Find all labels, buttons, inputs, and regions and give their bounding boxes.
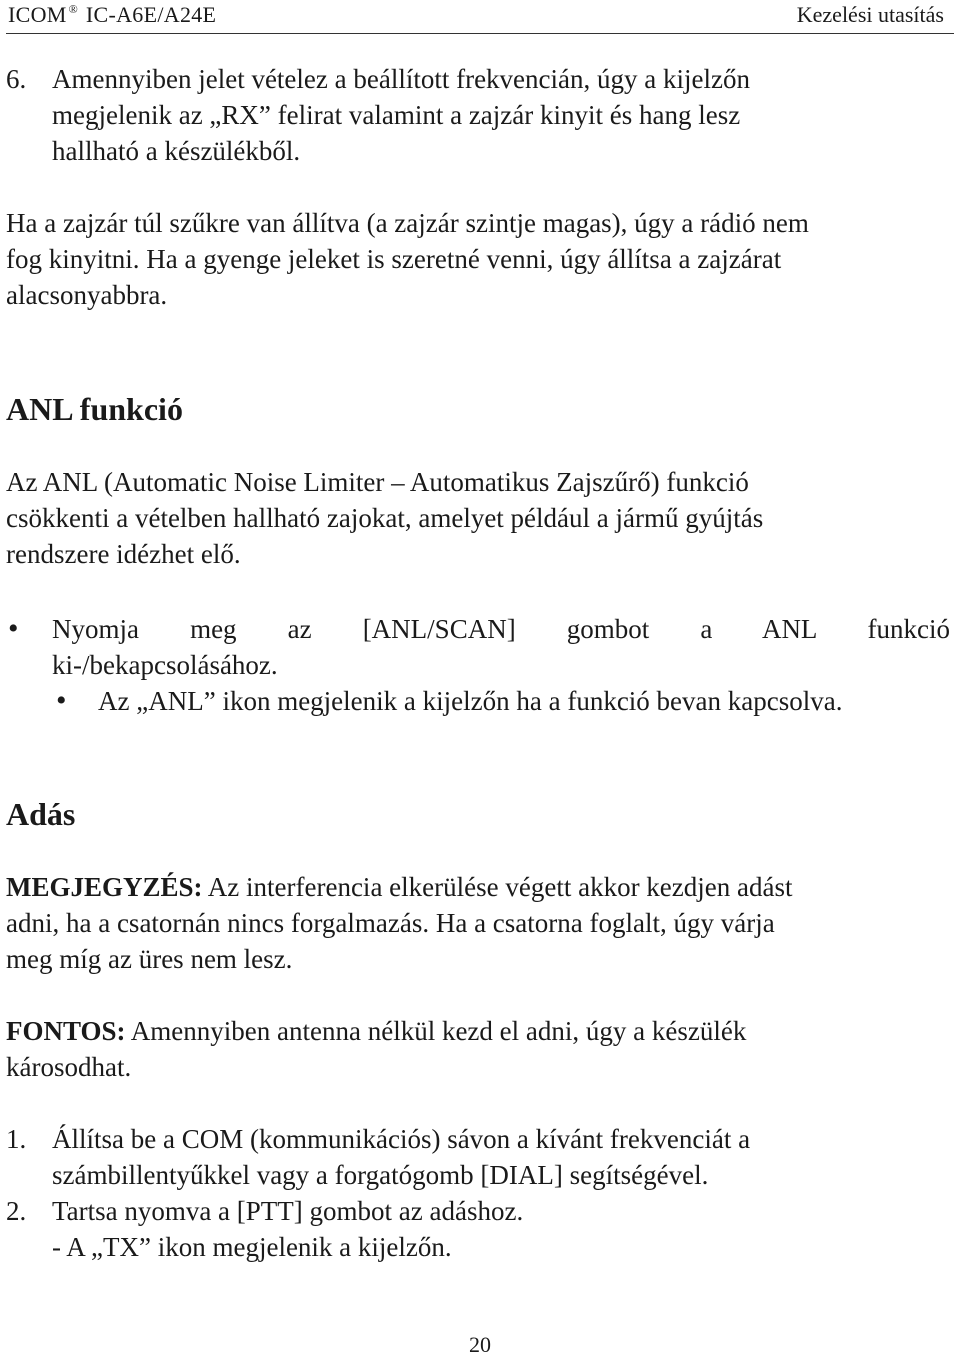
note-line-3: meg míg az üres nem lesz. <box>6 944 293 974</box>
step-6-line-1: Amennyiben jelet vételez a beállított frekvencián, úgy a kijelzőn <box>52 64 750 94</box>
anl-para-line-3: rendszere idézhet elő. <box>6 539 241 569</box>
anl-para-line-1: Az ANL (Automatic Noise Limiter – Automatikus Zajszűrő) funkció <box>6 467 749 497</box>
step-2-line-1: Tartsa nyomva a [PTT] gombot az adáshoz. <box>52 1196 524 1226</box>
header-model-name: IC-A6E/A24E <box>85 2 217 27</box>
anl-para-line-2: csökkenti a vételben hallható zajokat, amelyet például a jármű gyújtás <box>6 503 764 533</box>
anl-bullet-2: Az „ANL” ikon megjelenik a kijelzőn ha a funkció bevan kapcsolva. <box>98 686 843 716</box>
header-rule <box>6 33 954 34</box>
squelch-note-line-2: fog kinyitni. Ha a gyenge jeleket is szeretné venni, úgy állítsa a zajzárat <box>6 244 782 274</box>
adas-heading: Adás <box>6 796 76 832</box>
anl-bullet-1-line-1: Nyomja meg az [ANL/SCAN] gombot a ANL funkció <box>52 614 950 644</box>
bullet-icon: • <box>56 684 67 717</box>
important-line-1-text: Amennyiben antenna nélkül kezd el adni, úgy a készülék <box>125 1016 747 1046</box>
header-model <box>8 2 216 28</box>
important-line-1 <box>6 1013 746 1049</box>
step-2-number: 2. <box>6 1196 27 1226</box>
step-6-number: 6. <box>6 64 27 94</box>
step-2-line-2: - A „TX” ikon megjelenik a kijelzőn. <box>52 1232 452 1262</box>
note-label: MEGJEGYZÉS: <box>6 872 203 902</box>
header-doc-title: Kezelési utasítás <box>796 2 944 27</box>
page-number: 20 <box>469 1332 491 1357</box>
note-line-2: adni, ha a csatornán nincs forgalmazás. Ha a csatorna foglalt, úgy várja <box>6 908 775 938</box>
step-1-number: 1. <box>6 1124 27 1154</box>
important-line-2: károsodhat. <box>6 1052 132 1082</box>
step-6-line-3: hallható a készülékből. <box>52 136 301 166</box>
note-line-1-text: Az interferencia elkerülése végett akkor kezdjen adást <box>202 872 793 902</box>
step-1-line-1: Állítsa be a COM (kommunikációs) sávon a kívánt frekvenciát a <box>52 1124 751 1154</box>
note-line-1 <box>6 869 792 905</box>
squelch-note-line-1: Ha a zajzár túl szűkre van állítva (a zajzár szintje magas), úgy a rádió nem <box>6 208 809 238</box>
registered-mark: ® <box>68 2 79 16</box>
anl-heading: ANL funkció <box>6 391 183 427</box>
important-label: FONTOS: <box>6 1016 126 1046</box>
step-1-line-2: számbillentyűkkel vagy a forgatógomb [DIAL] segítségével. <box>52 1160 709 1190</box>
squelch-note-line-3: alacsonyabbra. <box>6 280 168 310</box>
anl-bullet-1-line-2: ki-/bekapcsolásához. <box>52 650 278 680</box>
header-brand: ICOM <box>8 2 67 27</box>
bullet-icon: • <box>8 612 19 645</box>
step-6-line-2: megjelenik az „RX” felirat valamint a zajzár kinyit és hang lesz <box>52 100 741 130</box>
